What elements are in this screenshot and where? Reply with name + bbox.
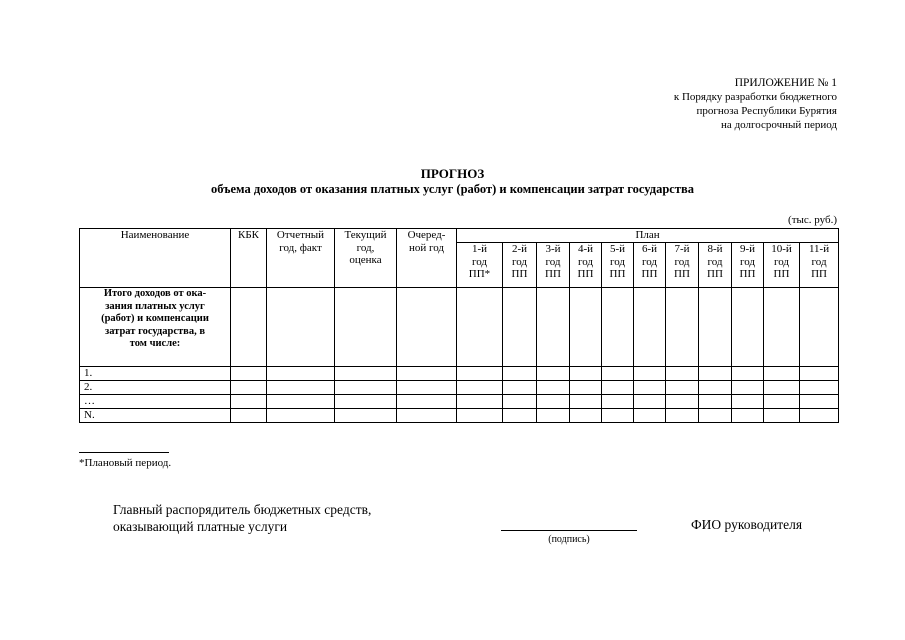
plan-year-4: 4-й год ПП [570, 243, 602, 288]
header-row [80, 229, 839, 243]
plan-year-7: 7-й год ПП [666, 243, 699, 288]
appendix-line: на долгосрочный период [721, 119, 837, 131]
header-current-year: Текущий год, оценка [335, 229, 397, 288]
total-row-label: Итого доходов от ока- зания платных услуг (работ) и компенсации затрат государства, в том числе: [80, 288, 231, 367]
plan-year-2: 2-й год ПП [503, 243, 537, 288]
row-number: … [80, 395, 231, 409]
appendix-line: к Порядку разработки бюджетного [673, 91, 837, 103]
table-row [80, 409, 839, 423]
plan-year-11: 11-й год ПП [800, 243, 839, 288]
forecast-table [79, 228, 839, 423]
header-report-year: Отчетный год, факт [267, 229, 335, 288]
signature-fio: ФИО руководителя [691, 517, 803, 532]
table-row [80, 381, 839, 395]
appendix-line: прогноза Республики Бурятия [696, 105, 837, 117]
footnote-divider [79, 452, 169, 453]
signature-caption: (подпись) [548, 534, 590, 545]
plan-year-1: 1-й год ПП* [457, 243, 503, 288]
appendix-block [674, 76, 837, 132]
plan-year-6: 6-й год ПП [634, 243, 666, 288]
plan-year-10: 10-й год ПП [764, 243, 800, 288]
plan-year-3: 3-й год ПП [537, 243, 570, 288]
plan-year-5: 5-й год ПП [602, 243, 634, 288]
table-row [80, 367, 839, 381]
document-title: ПРОГНОЗ [420, 166, 485, 181]
document-subtitle: объема доходов от оказания платных услуг (работ) и компенсации затрат государства [211, 182, 694, 196]
plan-year-8: 8-й год ПП [699, 243, 732, 288]
units-label: (тыс. руб.) [788, 214, 837, 226]
row-number: 2. [80, 381, 231, 395]
signature-role: Главный распорядитель бюджетных средств, оказывающий платные услуги [113, 502, 372, 534]
row-number: N. [80, 409, 231, 423]
appendix-title: ПРИЛОЖЕНИЕ № 1 [734, 77, 837, 89]
total-row [80, 288, 839, 367]
signature-line [501, 530, 637, 531]
header-next-year: Очеред- ной год [397, 229, 457, 288]
header-plan: План [457, 229, 839, 243]
header-kbk: КБК [231, 229, 267, 288]
table-row [80, 395, 839, 409]
footnote: *Плановый период. [79, 457, 172, 469]
header-name: Наименование [80, 229, 231, 288]
plan-year-9: 9-й год ПП [732, 243, 764, 288]
row-number: 1. [80, 367, 231, 381]
